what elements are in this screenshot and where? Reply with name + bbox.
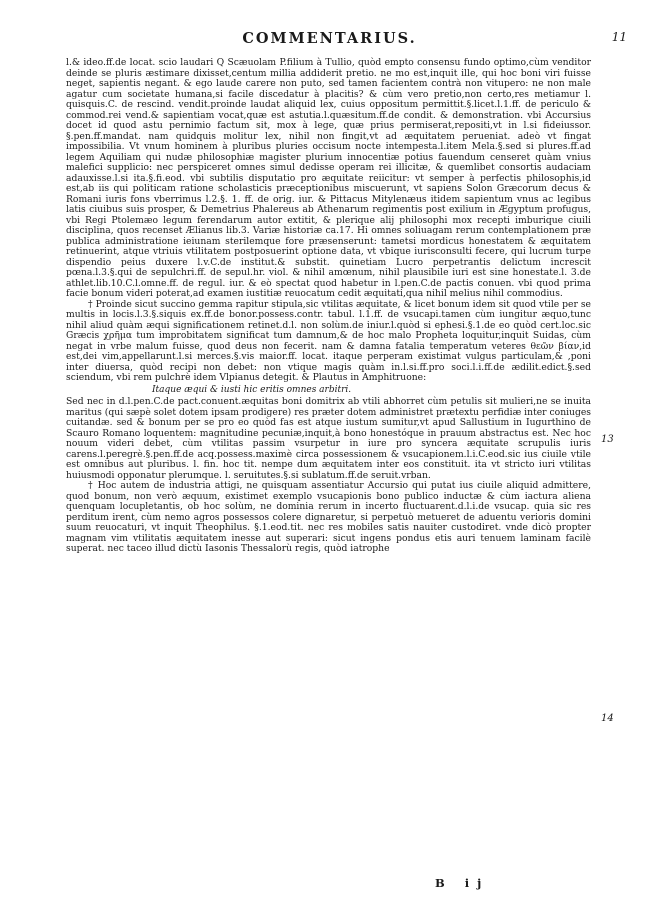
paragraph: Sed nec in d.l.pen.C.de pact.conuent.æquitas boni domitrix ab vtili abhorret cùm petulis sit mulieri,ne se inuita maritus (qui sæpè solet dotem ipsam prodigere) res præter dotem administret prætextu perfidiæ inter coniuges cuitandæ. sed & bonum per se pro eo quòd fas est atque iustum sumitur,vt apud Sallustium in Iugurthino de Scauro Romano loquentem: magnitudine pecuniæ,inquit,à bono honestóque in prauum abstractus est. Nec hoc nouum videri debet, cùm vtilitas passim vsurpetur in iure pro syncera æquitate scrupulis iuris carens.l.peregrè.§.pen.ff.de acq.possess.maximè circa possessionem & vsucapionem.l.i.C.eod.sic ius ciuile vtile est omnibus aut pluribus. l. fin. hoc tit. nempe dum æquitatem inter eos constituit. ita vt stricto iuri vtilitas huiusmodi opponatur plerumque. l. seruitutes.§.si sublatum.ff.de seruit.vrban. <box>66 396 591 481</box>
paragraph: † Hoc autem de industria attigi, ne quisquam assentiatur Accursio qui putat ius ciuile aliquid admittere, quod bonum, non verò æquum, existimet exemplo vsucapionis bono publico inductæ & cùm iactura aliena quenquam locupletantis, ob hoc solùm, ne dominia rerum in incerto fluctuarent.d.l.i.de vsucap. quia sic res perditum irent, cùm nemo agros possessos colere dignaretur, si perpetuò metueret de aduentu verioris domini suum reuocaturi, vt inquit Theophilus. §.1.eod.tit. nec res mobiles satis nauiter custodiret. vnde dicò propter magnam vim vtilitatis æquitatem inesse aut superari: sicut ingens pondus etis auri tenuem laminam facilè superat. nec taceo illud dictù Iasonis Thessalorù regis, quòd iatrophe <box>66 480 591 554</box>
paragraph: l.& ideo.ff.de locat. scio laudari Q Scæuolam P.filium à Tullio, quòd empto consensu fundo optimo,cùm venditor deinde se pluris æstimare dixisset,centum millia addiderit pretio. ne mo est,inquit ille, qui hoc boni viri fuisse neget, sapientis negant. & ego laude carere non puto, sed tamen facientem contrà non vitupero: ne non male agatur cum societate humana,si facile discedatur à placitis? & cùm vero pretio,non certo,res metiamur l. quisquis.C. de rescind. vendit.proinde laudat aliquid lex, cuius oppositum permittit.§.licet.l.1.ff. de periculo & commod.rei vend.& sapientiam vocat,quæ est astutia.l.quæsitum.ff.de condit. & demonstration. vbi Accursius docet id quod astu pernimio factum sit, mox à lege, quæ prius permiserat,repositi,vt in l.si fideiussor. §.pen.ff.mandat. nam quidquis molitur lex, nihil non fingit,vt ad æquitatem perueniat. adeò vt fingat impossibilia. Vt vnum hominem à pluribus pluries occisum nocte intempesta.l.item Mela.§.sed si plures.ff.ad legem Aquiliam qui nudæ philosophiæ magister plurium innocentiæ potius fauendum censeret quàm vnius malefici supplicio: nec perspiceret omnes simul dedisse operam rei illicitæ, & quemlibet consortis audaciam adauxisse.l.si ita.§.fi.eod. vbi subtilis disputatio pro æquitate reiicitur: vt semper à perfectis philosophis,id est,ab iis qui politicam ratione scholasticis præceptionibus miscuerunt, vt sapiens Solon Græcorum decus & Romani iuris fons vberrimus l.2.§. 1. ff. de orig. iur. & Pittacus Mitylenæus itidem sapientum vnus ac legibus latis ciuibus suis prosper, & Demetrius Phalereus ab Athenarum regimentis post exilium in Ægyptum profugus, vbi Regi Ptolemæo legum ferendarum autor extitit, & plerique alij philosophi mox recepti imburique ciuili disciplina, quos recenset Ælianus lib.3. Variæ historiæ ca.17. Hi omnes soliuagam rerum contemplationem præ publica administratione ieiunam sterilemque fore præsenserunt: tametsi mordicus honestatem & æquitatem retinuerint, atque vtriuis vtilitatem postposuerint optione data, vt vbique iurisconsulti fecere, qui lucrum turpe dispendio peius duxere l.v.C.de institut.& substit. quinetiam Lucro perpetrantis delictum increscit pœna.l.3.§.qui de sepulchri.ff. de sepul.hr. viol. & nihil amœnum, nihil plausibile iuri est sine honestate.l. 3.de athlet.lib.10.C.l.omne.ff. de regul. iur. & eò spectat quod habetur in l.pen.C.de pactis conuen. vbi quod prima facie bonum videri poterat,ad examen iustitiæ reuocatum cedit æquitati,qua nihil melius nihil commodius. <box>66 57 591 299</box>
folio-number: 11 <box>611 30 627 44</box>
verse-quotation: Itaque æqui & iusti hic eritis omnes arbitri. <box>152 384 352 395</box>
margin-note-14: 14 <box>601 713 614 724</box>
margin-note-13: 13 <box>601 434 614 445</box>
running-header: COMMENTARIUS. <box>242 30 417 47</box>
paragraph: † Proinde sicut succino gemma rapitur stipula,sic vtilitas æquitate, & licet bonum idem sit quod vtile per se multis in locis.l.3.§.siquis ex.ff.de bonor.possess.contr. tabul. l.1.ff. de vsucapi.tamen cùm iungitur æquo,tunc nihil aliud quàm æqui significationem retinet.d.l. non solùm.de iniur.l.quòd si ephesi.§.1.de eo quòd cert.loc.sic Græcis χρῆμα tum improbitatem significat tum damnum,& de hoc malo Propheta loquitur,inquit Suidas, cùm negat in vrbe malum fuisse, quod deus non fecerit. nam & damna fatalia temperatum veteres θεῶν βίαν,id est,dei vim,appellarunt.l.si merces.§.vis maior.ff. locat. itaque perperam existimat vulgus particulam,& ,poni inter diuersa, quòd recipi non debet: non vtique magis quàm in.l.si.ff.pro soci.l.i.ff.de ædilit.edict.§.sed sciendum, vbi rem pulchrè idem Vlpianus detegit. & Plautus in Amphitruone: <box>66 298 591 383</box>
body-text <box>66 58 591 555</box>
signature-mark: B ij <box>435 876 490 890</box>
